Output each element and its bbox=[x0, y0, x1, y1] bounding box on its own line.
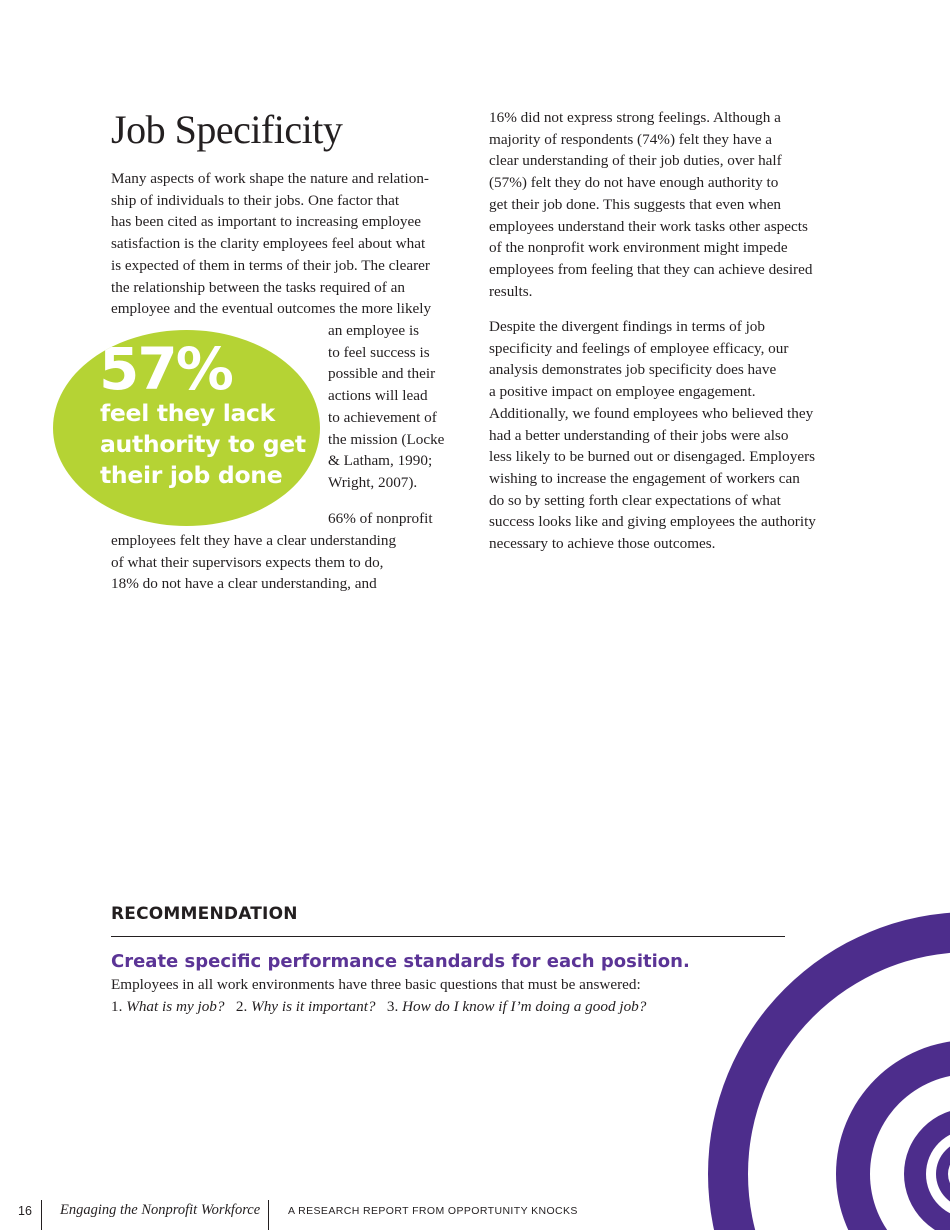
text-line: actions will lead bbox=[328, 387, 428, 405]
left-paragraph-2-wrap bbox=[328, 508, 468, 530]
text-line: employees felt they have a clear understanding bbox=[111, 532, 397, 549]
text-line: get their job done. This suggests that even when bbox=[489, 195, 782, 213]
text-line: analysis demonstrates job specificity does have bbox=[489, 361, 777, 379]
text-line: wishing to increase the engagement of workers can bbox=[489, 469, 800, 487]
text-line: of what their supervisors expects them to do, bbox=[111, 553, 384, 571]
left-paragraph-1 bbox=[111, 168, 471, 320]
text-line: Despite the divergent findings in terms of job bbox=[489, 318, 765, 335]
callout-line: feel they lack bbox=[100, 399, 276, 427]
text-line: 16% did not express strong feelings. Although a bbox=[489, 109, 781, 126]
text-line: has been cited as important to increasing employee bbox=[111, 213, 421, 231]
question-text: Why is it important? bbox=[251, 998, 376, 1015]
recommendation-questions bbox=[111, 996, 751, 1018]
recommendation-intro: Employees in all work environments have three basic questions that must be answered: bbox=[111, 976, 641, 993]
publication-subtitle: A RESEARCH REPORT FROM OPPORTUNITY KNOCKS bbox=[288, 1205, 578, 1217]
text-line: employees understand their work tasks other aspects bbox=[489, 217, 808, 235]
left-paragraph-2 bbox=[111, 530, 471, 595]
text-line: clear understanding of their job duties, over half bbox=[489, 152, 782, 170]
text-line: the relationship between the tasks required of an bbox=[111, 278, 405, 296]
text-line: majority of respondents (74%) felt they have a bbox=[489, 130, 772, 148]
text-line: (57%) felt they do not have enough authority to bbox=[489, 174, 779, 192]
recommendation-body bbox=[111, 974, 751, 1018]
text-line: to achievement of bbox=[328, 408, 437, 426]
publication-title: Engaging the Nonprofit Workforce bbox=[60, 1202, 261, 1218]
question-number: 1. bbox=[111, 998, 127, 1015]
text-line: a positive impact on employee engagement. bbox=[489, 383, 756, 401]
page-title: Job Specificity bbox=[111, 107, 343, 152]
text-line: specificity and feelings of employee efficacy, our bbox=[489, 339, 789, 357]
question-text: How do I know if I’m doing a good job? bbox=[402, 998, 647, 1015]
callout-percent: 57% bbox=[99, 335, 232, 403]
recommendation-subtitle: Create specific performance standards for each position. bbox=[111, 951, 690, 972]
stat-callout bbox=[53, 330, 320, 526]
callout-line: their job done bbox=[100, 461, 283, 489]
page-footer bbox=[0, 1200, 950, 1230]
decorative-target-graphic bbox=[665, 912, 950, 1230]
text-line: an employee is bbox=[328, 322, 420, 339]
text-line: & Latham, 1990; bbox=[328, 452, 433, 470]
recommendation-label: RECOMMENDATION bbox=[111, 904, 298, 924]
footer-divider bbox=[268, 1200, 269, 1230]
text-line: the mission (Locke bbox=[328, 430, 445, 448]
question-number: 2. bbox=[235, 998, 252, 1015]
right-paragraph-2 bbox=[489, 316, 849, 555]
text-line: of the nonprofit work environment might impede bbox=[489, 239, 788, 257]
text-line: Wright, 2007). bbox=[328, 473, 418, 491]
text-line: success looks like and giving employees the authority bbox=[489, 513, 816, 531]
footer-divider bbox=[41, 1200, 42, 1230]
left-paragraph-1-wrap bbox=[328, 320, 468, 494]
text-line: employees from feeling that they can achieve desired bbox=[489, 260, 813, 278]
question-number: 3. bbox=[386, 998, 403, 1015]
text-line: Additionally, we found employees who believed they bbox=[489, 404, 814, 422]
text-line: employee and the eventual outcomes the more likely bbox=[111, 300, 432, 318]
right-paragraph-1 bbox=[489, 107, 849, 302]
text-line: do so by setting forth clear expectations of what bbox=[489, 491, 781, 509]
page-number: 16 bbox=[18, 1204, 32, 1218]
text-line: results. bbox=[489, 282, 533, 300]
text-line: possible and their bbox=[328, 365, 436, 383]
text-line: to feel success is bbox=[328, 343, 430, 361]
text-line: 66% of nonprofit bbox=[328, 510, 433, 527]
callout-line: authority to get bbox=[100, 430, 306, 458]
text-line: necessary to achieve those outcomes. bbox=[489, 535, 716, 553]
text-line: 18% do not have a clear understanding, and bbox=[111, 575, 377, 593]
text-line: less likely to be burned out or disengaged. Employers bbox=[489, 448, 816, 466]
callout-text bbox=[100, 398, 315, 491]
text-line: Many aspects of work shape the nature and relation- bbox=[111, 170, 429, 187]
text-line: satisfaction is the clarity employees feel about what bbox=[111, 235, 426, 253]
question-text: What is my job? bbox=[126, 998, 225, 1015]
text-line: ship of individuals to their jobs. One factor that bbox=[111, 191, 400, 209]
text-line: is expected of them in terms of their job. The clearer bbox=[111, 256, 430, 274]
text-line: had a better understanding of their jobs were also bbox=[489, 426, 789, 444]
